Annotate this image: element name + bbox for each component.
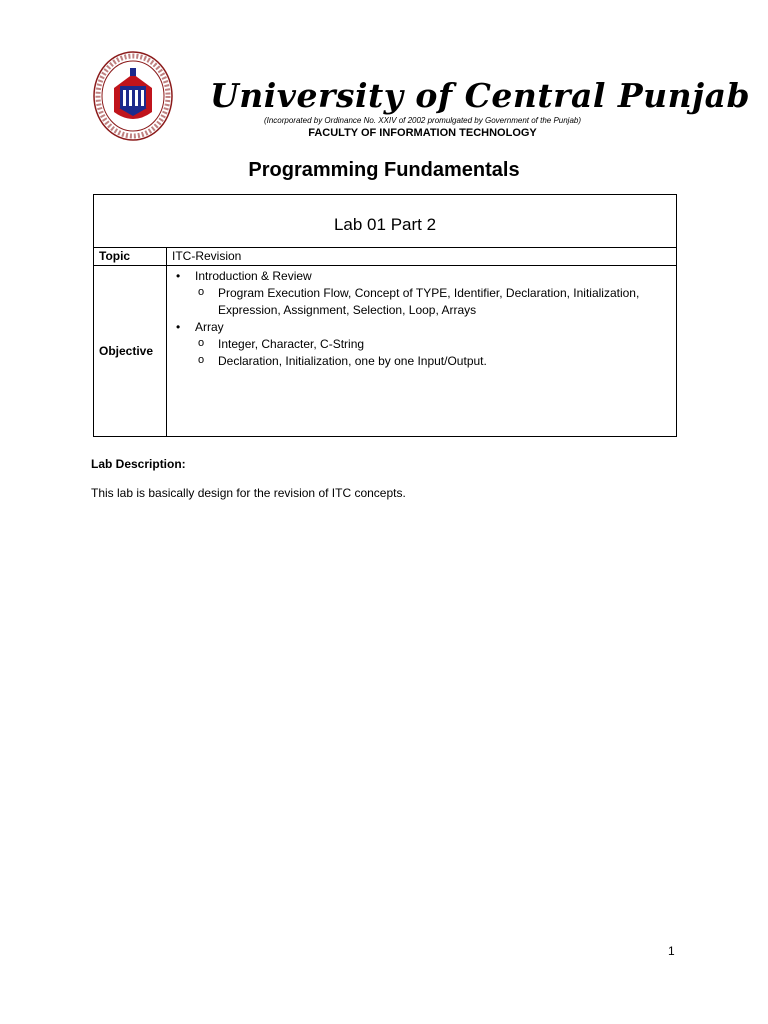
objective-content xyxy=(167,266,677,437)
lab-description-text: This lab is basically design for the revision of ITC concepts. xyxy=(91,486,406,500)
course-title: Programming Fundamentals xyxy=(248,159,520,181)
topic-label: Topic xyxy=(94,248,167,266)
list-item: o Program Execution Flow, Concept of TYPE, Identifier, Declaration, Initialization, Expression, Assignment, Selection, Loop, Arrays xyxy=(195,285,671,319)
incorporation-note: (Incorporated by Ordinance No. XXIV of 2002 promulgated by Government of the Punjab) xyxy=(263,116,582,125)
topic-row xyxy=(94,248,677,266)
objective-sublist xyxy=(195,285,671,319)
lab-description-heading: Lab Description: xyxy=(91,457,186,471)
list-item xyxy=(172,268,671,319)
topic-value: ITC-Revision xyxy=(167,248,677,266)
university-name: University of Central Punjab xyxy=(210,76,751,115)
university-seal-icon xyxy=(92,50,174,142)
list-item xyxy=(172,319,671,370)
page-number: 1 xyxy=(668,944,675,958)
objective-list xyxy=(172,268,671,370)
list-item: o Declaration, Initialization, one by one Input/Output. xyxy=(195,353,671,370)
objective-item-text: Introduction & Review xyxy=(195,269,312,283)
objective-sublist xyxy=(195,336,671,370)
list-item: o Integer, Character, C-String xyxy=(195,336,671,353)
objective-label: Objective xyxy=(94,266,167,437)
objective-item-text: Array xyxy=(195,320,224,334)
lab-title: Lab 01 Part 2 xyxy=(94,195,677,248)
lab-info-table xyxy=(93,194,677,437)
faculty-name: FACULTY OF INFORMATION TECHNOLOGY xyxy=(308,127,537,139)
objective-row xyxy=(94,266,677,437)
lab-title-row xyxy=(94,195,677,248)
